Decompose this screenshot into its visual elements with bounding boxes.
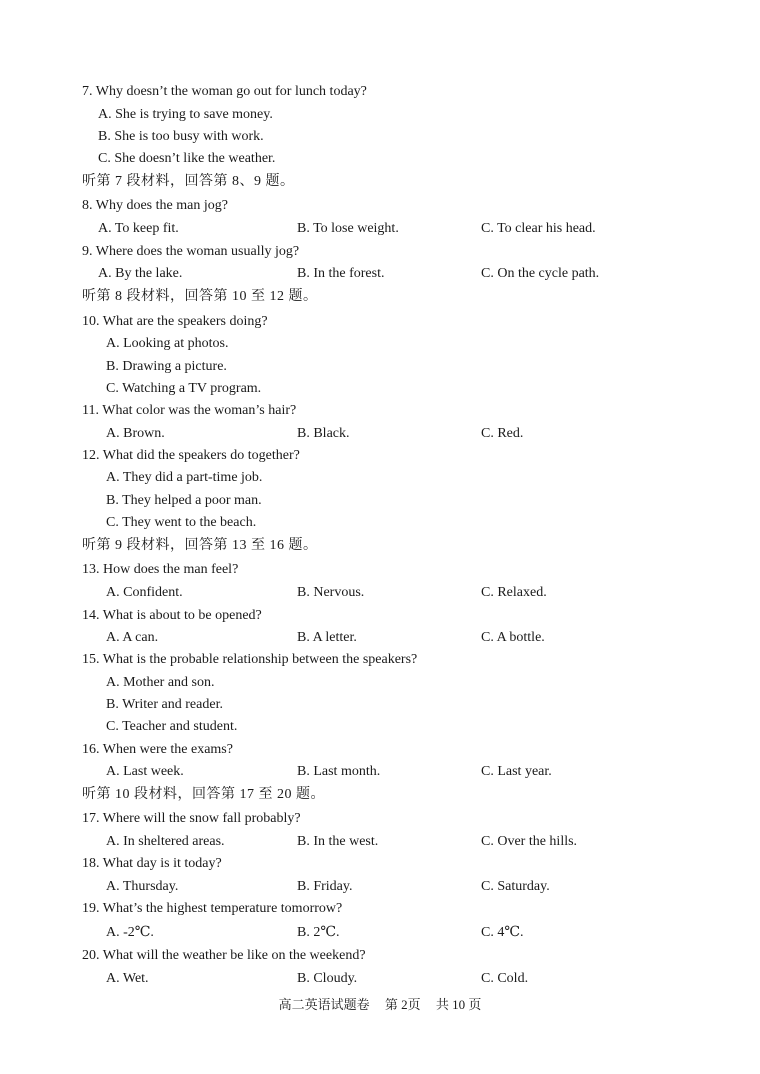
option: A. Looking at photos. xyxy=(106,336,229,351)
question: 15. What is the probable relationship between the speakers? xyxy=(82,652,418,667)
option-b: B. In the west. xyxy=(297,834,379,849)
option-c: C. Over the hills. xyxy=(481,834,578,849)
question: 18. What day is it today? xyxy=(82,856,222,871)
option-a: A. To keep fit. xyxy=(98,221,179,236)
question: 7. Why doesn’t the woman go out for lunch today? xyxy=(82,84,367,99)
question: 19. What’s the highest temperature tomorrow? xyxy=(82,901,343,916)
section-instruction: 听第 10 段材料，回答第 17 至 20 题。 xyxy=(82,787,325,802)
option-c: C. Last year. xyxy=(481,764,552,779)
option-a: A. In sheltered areas. xyxy=(106,834,225,849)
option-a: A. Confident. xyxy=(106,585,183,600)
option: B. Writer and reader. xyxy=(106,697,223,712)
question: 14. What is about to be opened? xyxy=(82,608,262,623)
section-instruction: 听第 7 段材料，回答第 8、9 题。 xyxy=(82,174,295,189)
option-b: B. To lose weight. xyxy=(297,221,399,236)
question: 16. When were the exams? xyxy=(82,742,233,757)
option-a: A. A can. xyxy=(106,630,159,645)
option-c: C. 4℃. xyxy=(481,925,524,940)
option-c: C. To clear his head. xyxy=(481,221,596,236)
option-c: C. Saturday. xyxy=(481,879,550,894)
option-b: B. Nervous. xyxy=(297,585,365,600)
question: 13. How does the man feel? xyxy=(82,562,239,577)
option-b: B. In the forest. xyxy=(297,266,385,281)
question: 10. What are the speakers doing? xyxy=(82,314,268,329)
option-c: C. Relaxed. xyxy=(481,585,547,600)
footer-total-pages: 共 10 页 xyxy=(435,997,482,1012)
option-c: C. A bottle. xyxy=(481,630,545,645)
option-b: B. 2℃. xyxy=(297,925,340,940)
option-b: B. Cloudy. xyxy=(297,971,358,986)
option: B. They helped a poor man. xyxy=(106,493,262,508)
footer-page-number: 第 2页 xyxy=(384,997,421,1012)
footer-title: 高二英语试题卷 xyxy=(278,997,370,1012)
section-instruction: 听第 9 段材料，回答第 13 至 16 题。 xyxy=(82,538,318,553)
option-c: C. On the cycle path. xyxy=(481,266,600,281)
option-b: B. Last month. xyxy=(297,764,381,779)
option-b: B. A letter. xyxy=(297,630,357,645)
option-a: A. Last week. xyxy=(106,764,184,779)
option-a: A. Thursday. xyxy=(106,879,179,894)
option-a: A. Brown. xyxy=(106,426,165,441)
question: 20. What will the weather be like on the weekend? xyxy=(82,948,366,963)
option: B. She is too busy with work. xyxy=(98,129,264,144)
option: C. They went to the beach. xyxy=(106,515,257,530)
option-a: A. -2℃. xyxy=(106,925,154,940)
option: B. Drawing a picture. xyxy=(106,359,227,374)
option: C. She doesn’t like the weather. xyxy=(98,151,276,166)
question: 9. Where does the woman usually jog? xyxy=(82,244,300,259)
question: 8. Why does the man jog? xyxy=(82,198,228,213)
option: C. Watching a TV program. xyxy=(106,381,262,396)
option-b: B. Friday. xyxy=(297,879,353,894)
question: 11. What color was the woman’s hair? xyxy=(82,403,297,418)
page-footer xyxy=(0,997,760,1013)
option: A. They did a part-time job. xyxy=(106,470,263,485)
section-instruction: 听第 8 段材料，回答第 10 至 12 题。 xyxy=(82,289,318,304)
question: 12. What did the speakers do together? xyxy=(82,448,300,463)
question: 17. Where will the snow fall probably? xyxy=(82,811,301,826)
option: A. Mother and son. xyxy=(106,675,215,690)
option: C. Teacher and student. xyxy=(106,719,238,734)
option-c: C. Cold. xyxy=(481,971,529,986)
option-a: A. Wet. xyxy=(106,971,149,986)
option-b: B. Black. xyxy=(297,426,350,441)
option-a: A. By the lake. xyxy=(98,266,183,281)
option: A. She is trying to save money. xyxy=(98,107,273,122)
option-c: C. Red. xyxy=(481,426,524,441)
